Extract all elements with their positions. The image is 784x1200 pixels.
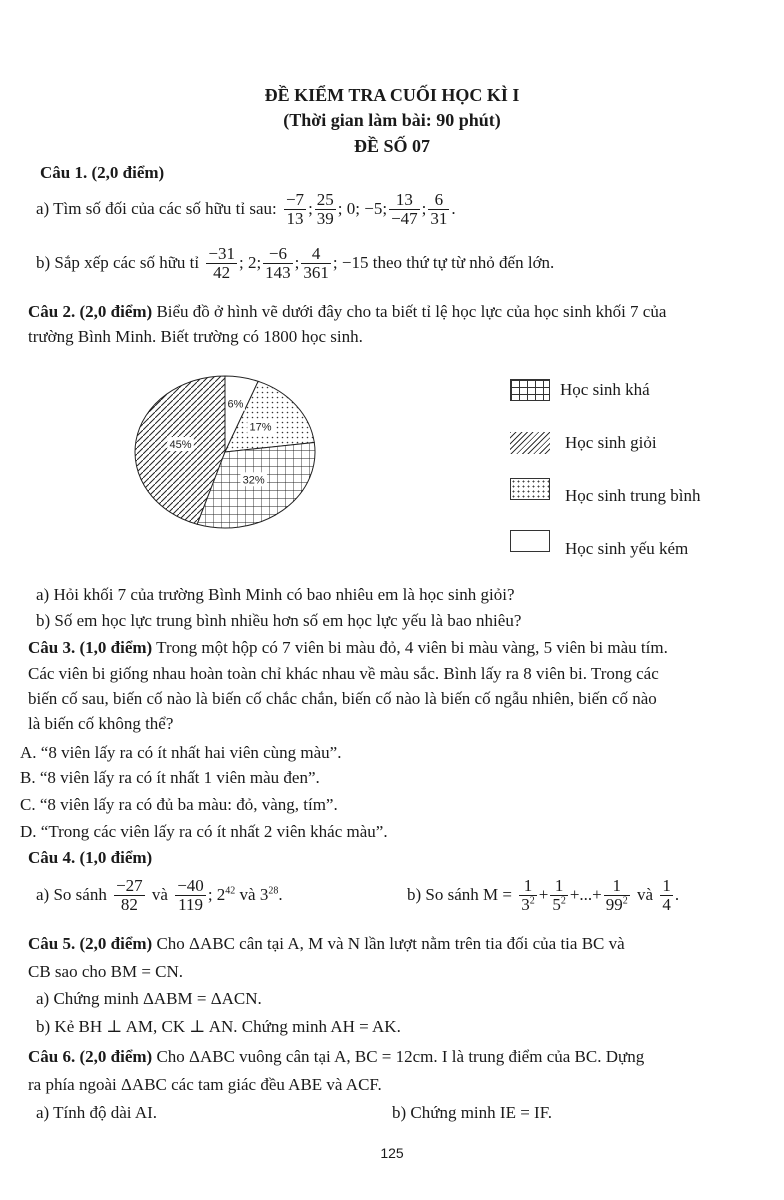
q4-a-powers: ; $2^{42}$ và $3^{28}$. bbox=[207, 885, 283, 905]
q4-b-frac-3: $\frac{1}{99^2}$ bbox=[605, 876, 628, 914]
q4-a-va: và bbox=[151, 885, 168, 905]
pie-chart bbox=[125, 370, 325, 540]
q3-line-1: Câu 3. (1,0 điểm) Trong một hộp có 7 viên bi màu đỏ, 4 viên bi màu vàng, 5 viên bi màu tím. bbox=[28, 638, 668, 657]
q1-b-prefix: b) Sắp xếp các số hữu tỉ bbox=[36, 253, 200, 273]
q1-label: Câu 1. (2,0 điểm) bbox=[40, 163, 165, 182]
q2-line-2: trường Bình Minh. Biết trường có 1800 học sinh. bbox=[28, 327, 363, 346]
q4-part-a bbox=[36, 877, 283, 914]
legend-swatch-kha bbox=[510, 379, 550, 401]
q5-part-a: a) Chứng minh ΔABM = ΔACN. bbox=[36, 989, 262, 1008]
q5-line-2: CB sao cho BM = CN. bbox=[28, 962, 184, 981]
q6-part-b: b) Chứng minh IE = IF. bbox=[392, 1103, 553, 1122]
legend-label-yeu-kem: Học sinh yếu kém bbox=[565, 539, 689, 558]
q4-a-frac-2: $\frac{-40}{119}$ bbox=[177, 876, 204, 914]
q4-a-frac-1: $\frac{-27}{82}$ bbox=[116, 876, 143, 914]
exam-title: ĐỀ KIỂM TRA CUỐI HỌC KÌ I bbox=[264, 85, 520, 105]
exam-time: (Thời gian làm bài: 90 phút) bbox=[283, 110, 501, 130]
q2-line-1: Câu 2. (2,0 điểm) Biểu đồ ở hình vẽ dưới đây cho ta biết tỉ lệ học lực của học sinh khối 7 của bbox=[28, 302, 667, 321]
q6-part-a: a) Tính độ dài AI. bbox=[36, 1103, 158, 1122]
q1-a-prefix: a) Tìm số đối của các số hữu tỉ sau: bbox=[36, 199, 277, 219]
legend-label-kha: Học sinh khá bbox=[560, 380, 650, 399]
pie-label-trung-binh: 17% bbox=[249, 421, 272, 434]
q1-b-frac-1: $\frac{-31}{42}$ bbox=[208, 244, 235, 282]
q2-part-a: a) Hỏi khối 7 của trường Bình Minh có bao nhiêu em là học sinh giỏi? bbox=[36, 585, 515, 604]
q1-a-frac-4: $\frac{6}{31}$ bbox=[430, 190, 448, 228]
page-number: 125 bbox=[380, 1145, 404, 1161]
q1-b-frac-2: $\frac{-6}{143}$ bbox=[265, 244, 291, 282]
q1-a-mid: ; 0; −5; bbox=[337, 199, 388, 219]
q4-part-b: b) So sánh M = $\frac{1}{3^2}$ + $\frac{1}{5^2}$ +...+ $\frac{1}{99^2}$ và $\frac{1}{4}$ . bbox=[407, 876, 680, 914]
q1-part-b: b) Sắp xếp các số hữu tỉ $\frac{-31}{42}$ ; 2; $\frac{-6}{143}$ ; $\frac{4}{361}$ ; −15 theo thứ tự từ nhỏ đến lớn. bbox=[36, 244, 555, 282]
exam-code: ĐỀ SỐ 07 bbox=[353, 136, 431, 156]
q3-line-2: Các viên bi giống nhau hoàn toàn chỉ khác nhau về màu sắc. Bình lấy ra 8 viên bi. Trong các bbox=[28, 664, 659, 683]
q6-line-2: ra phía ngoài ΔABC các tam giác đều ABE và ACF. bbox=[28, 1075, 382, 1094]
pie-label-yeu-kem: 6% bbox=[227, 398, 244, 411]
q4-label: Câu 4. (1,0 điểm) bbox=[28, 848, 153, 867]
q3-option-a: A. “8 viên lấy ra có ít nhất hai viên cùng màu”. bbox=[20, 743, 342, 762]
q3-line-4: là biến cố không thể? bbox=[28, 714, 174, 733]
legend-label-gioi: Học sinh giỏi bbox=[565, 433, 657, 452]
q1-part-a: a) Tìm số đối của các số hữu tỉ sau: $\frac{-7}{13}$ ; $\frac{25}{39}$ ; 0; −5; $\frac{13}{-47}$ ; $\frac{6}{31}$ . bbox=[36, 190, 456, 228]
q3-option-c: C. “8 viên lấy ra có đủ ba màu: đỏ, vàng, tím”. bbox=[20, 795, 338, 814]
q1-a-frac-3: $\frac{13}{-47}$ bbox=[391, 190, 418, 228]
q1-b-mid: ; 2; bbox=[238, 253, 262, 273]
q4-a-prefix: a) So sánh bbox=[36, 885, 107, 905]
legend-swatch-trung-binh bbox=[510, 478, 550, 500]
q1-a-frac-2: $\frac{25}{39}$ bbox=[316, 190, 334, 228]
q4-b-frac-4: $\frac{1}{4}$ bbox=[662, 876, 671, 914]
q3-option-d: D. “Trong các viên lấy ra có ít nhất 2 viên khác màu”. bbox=[20, 822, 388, 841]
q3-line-3: biến cố sau, biến cố nào là biến cố chắc chắn, biến cố nào là biến cố ngẫu nhiên, biến cố nào bbox=[28, 689, 657, 708]
q5-line-1: Câu 5. (2,0 điểm) Cho ΔABC cân tại A, M và N lần lượt nằm trên tia đối của tia BC và bbox=[28, 934, 625, 953]
q4-b-frac-2: $\frac{1}{5^2}$ bbox=[552, 876, 566, 914]
q4-b-frac-1: $\frac{1}{3^2}$ bbox=[521, 876, 535, 914]
q1-b-suffix: ; −15 theo thứ tự từ nhỏ đến lớn. bbox=[332, 253, 555, 273]
legend-swatch-gioi bbox=[510, 432, 550, 454]
q4-b-prefix: b) So sánh M = bbox=[407, 885, 512, 905]
legend-label-trung-binh: Học sinh trung bình bbox=[565, 486, 701, 505]
q1-a-frac-1: $\frac{-7}{13}$ bbox=[285, 190, 305, 228]
pie-label-gioi: 45% bbox=[169, 439, 192, 452]
q1-b-frac-3: $\frac{4}{361}$ bbox=[303, 244, 329, 282]
q6-line-1: Câu 6. (2,0 điểm) Cho ΔABC vuông cân tại A, BC = 12cm. I là trung điểm của BC. Dựng bbox=[28, 1047, 645, 1066]
q2-part-b: b) Số em học lực trung bình nhiều hơn số em học lực yếu là bao nhiêu? bbox=[36, 611, 522, 630]
legend-swatch-yeu-kem bbox=[510, 530, 550, 552]
q5-part-b: b) Kẻ BH ⊥ AM, CK ⊥ AN. Chứng minh AH = AK. bbox=[36, 1017, 401, 1036]
pie-label-kha: 32% bbox=[242, 474, 265, 487]
q3-option-b: B. “8 viên lấy ra có ít nhất 1 viên màu đen”. bbox=[20, 768, 320, 787]
